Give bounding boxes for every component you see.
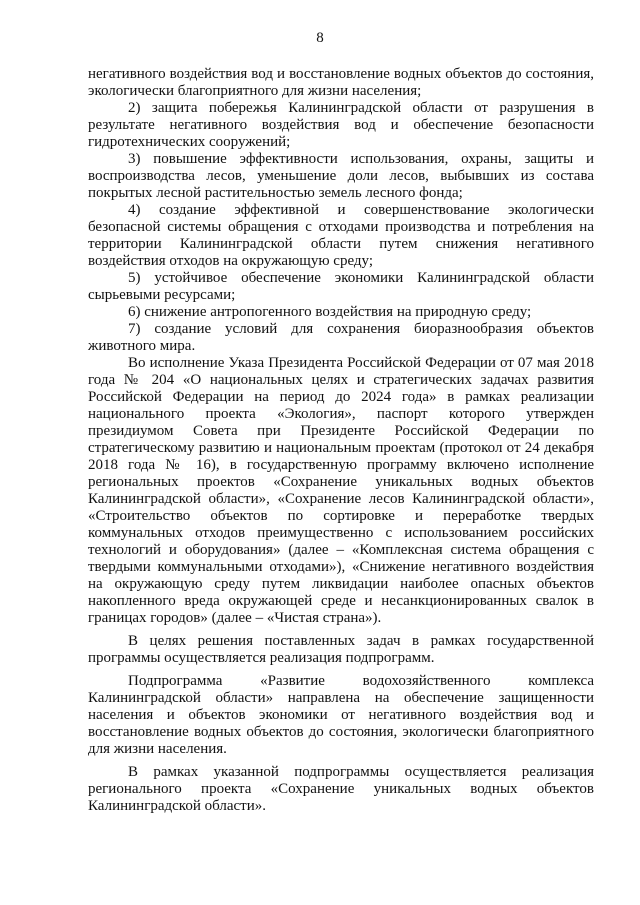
list-item-3: 3) повышение эффективности использования, охраны, защиты и воспроизводства лесов, уменьшение доли лесов, выбывших из состава покрытых лесной растительностью земель лесного фонда;: [88, 151, 594, 201]
list-item-7: 7) создание условий для сохранения биоразнообразия объектов животного мира.: [88, 321, 594, 354]
document-body: [88, 66, 594, 815]
paragraph-continuation: негативного воздействия вод и восстановление водных объектов до состояния, экологически благоприятного для жизни населения;: [88, 66, 594, 99]
paragraph-regional-project: В рамках указанной подпрограммы осуществляется реализация регионального проекта «Сохранение уникальных водных объектов Калининградской области».: [88, 764, 594, 814]
list-item-2: 2) защита побережья Калининградской области от разрушения в результате негативного воздействия вод и обеспечение безопасности гидротехнических сооружений;: [88, 100, 594, 150]
paragraph-podprogrammy: В целях решения поставленных задач в рамках государственной программы осуществляется реализация подпрограмм.: [88, 633, 594, 666]
paragraph-vodokhozyaystvenny: Подпрограмма «Развитие водохозяйственного комплекса Калининградской области» направлена на обеспечение защищенности населения и объектов экономики от негативного воздействия вод и восстановление водных объектов до состояния, экологически благоприятного для жизни населения.: [88, 673, 594, 757]
paragraph-ukaz: Во исполнение Указа Президента Российской Федерации от 07 мая 2018 года № 204 «О национальных целях и стратегических задачах развития Российской Федерации на период до 2024 года» в рамках реализации национального проекта «Экология», паспорт которого утвержден президиумом Совета при Президенте Российской Федерации по стратегическому развитию и национальным проектам (протокол от 24 декабря 2018 года № 16), в государственную программу включено исполнение региональных проектов «Сохранение уникальных водных объектов Калининградской области», «Сохранение лесов Калининградской области», «Строительство объектов по сортировке и переработке твердых коммунальных отходов преимущественно с использованием российских технологий и оборудования» (далее – «Комплексная система обращения с твердыми коммунальными отходами»), «Снижение негативного воздействия на окружающую среду путем ликвидации наиболее опасных объектов накопленного вреда окружающей среде и несанкционированных свалок в границах городов» (далее – «Чистая страна»).: [88, 355, 594, 626]
list-item-6: 6) снижение антропогенного воздействия на природную среду;: [128, 304, 532, 320]
list-item-4: 4) создание эффективной и совершенствование экологически безопасной системы обращения с отходами производства и потребления на территории Калининградской области путем снижения негативного воздействия отходов на окружающую среду;: [88, 202, 594, 269]
page-number: 8: [316, 30, 324, 46]
list-item-5: 5) устойчивое обеспечение экономики Калининградской области сырьевыми ресурсами;: [88, 270, 594, 303]
